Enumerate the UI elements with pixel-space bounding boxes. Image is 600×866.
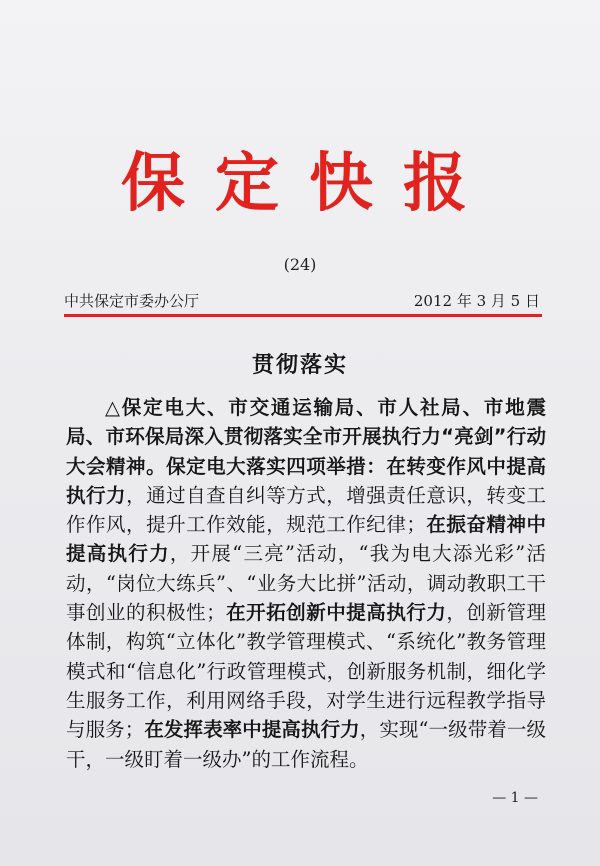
masthead-title: 保定快报 bbox=[121, 147, 497, 221]
issue-number: (24) bbox=[283, 255, 317, 274]
body-segment: ，实现“一级带着一级干，一级盯着一级办”的工作流程。 bbox=[66, 718, 546, 771]
issuer-name: 中共保定市委办公厅 bbox=[64, 292, 200, 310]
body-segment: ，开展“三亮”活动，“我为电大添光彩”活动，“岗位大练兵”、“业务大比拼”活动，调动教职工干事创业的积极性； bbox=[66, 542, 546, 625]
page-number: — 1 — bbox=[492, 790, 538, 806]
body-segment: ，创新管理体制，构筑“立体化”教学管理模式、“系统化”教务管理模式和“信息化”行政管理模式，创新服务机制，细化学生服务工作，利用网络手段，对学生进行远程教学指导与服务； bbox=[66, 601, 546, 742]
body-segment: ，通过自查自纠等方式，增强责任意识，转变工作作风，提升工作效能，规范工作纪律； bbox=[66, 483, 546, 537]
article-body bbox=[66, 393, 546, 774]
article-headline: 贯彻落实 bbox=[251, 352, 348, 378]
body-segment: 在振奋精神中提高执行力 bbox=[66, 513, 546, 566]
red-divider bbox=[64, 314, 542, 317]
issue-date: 2012 年 3 月 5 日 bbox=[413, 292, 540, 310]
body-segment: 在转变作风中提高执行力 bbox=[66, 454, 546, 507]
body-segment: △保定电大、市交通运输局、市人社局、市地震局、市环保局深入贯彻落实全市开展执行力“亮剑”行动大会精神。保定电大落实四项举措： bbox=[66, 396, 546, 478]
body-segment: 在发挥表率中提高执行力 bbox=[144, 718, 360, 742]
body-segment: 在开拓创新中提高执行力 bbox=[225, 601, 447, 625]
